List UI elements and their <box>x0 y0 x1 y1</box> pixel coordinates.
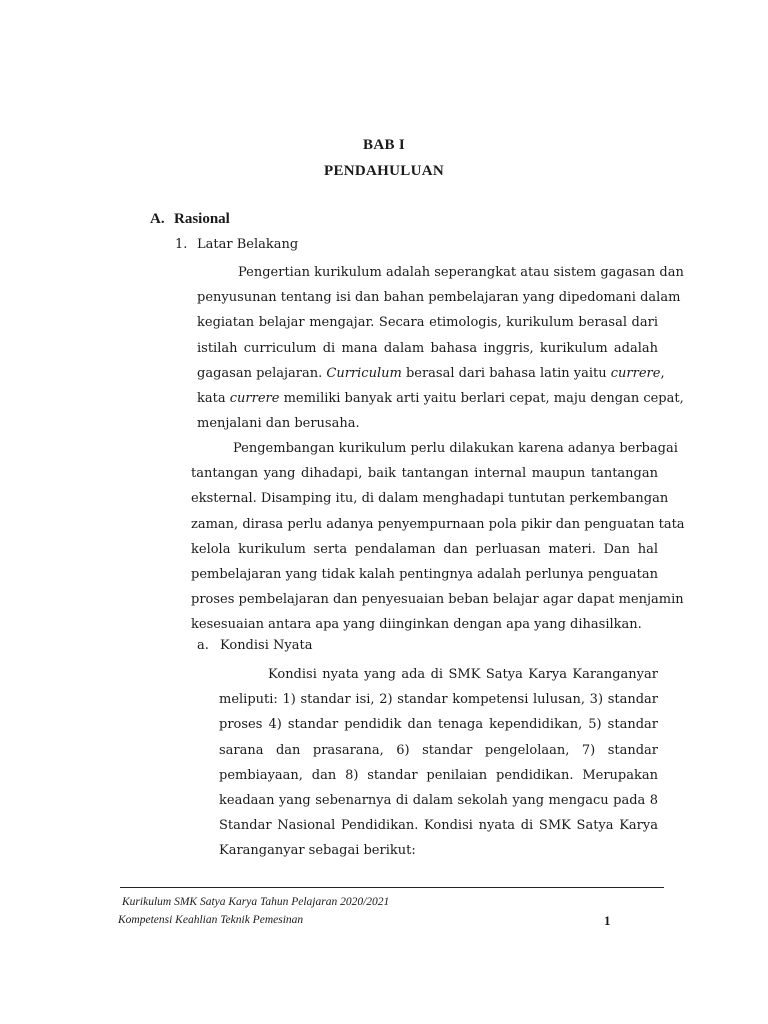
paragraph-line: kelola kurikulum serta pendalaman dan perluasan materi. Dan hal <box>191 541 658 557</box>
paragraph-line: Kondisi nyata yang ada di SMK Satya Karya Karanganyar <box>268 667 658 682</box>
paragraph-line: meliputi: 1) standar isi, 2) standar kompetensi lulusan, 3) standar <box>219 692 658 708</box>
paragraph-line: penyusunan tentang isi dan bahan pembelajaran yang dipedomani dalam <box>197 290 681 306</box>
paragraph-line: menjalani dan berusaha. <box>197 416 360 432</box>
subsection-marker: 1. <box>175 237 188 252</box>
paragraph-line: tantangan yang dihadapi, baik tantangan internal maupun tantangan <box>191 466 658 482</box>
paragraph-line: kegiatan belajar mengajar. Secara etimologis, kurikulum berasal dari <box>197 315 658 331</box>
chapter-title: PENDAHULUAN <box>324 163 444 179</box>
paragraph-line <box>197 386 684 411</box>
paragraph-line <box>197 361 665 386</box>
paragraph-line: Pengembangan kurikulum perlu dilakukan karena adanya berbagai <box>233 441 678 456</box>
paragraph-line: pembelajaran yang tidak kalah pentingnya adalah perlunya penguatan <box>191 566 658 582</box>
text-run: kata <box>197 390 230 406</box>
footer-divider <box>120 887 664 888</box>
paragraph-line: keadaan yang sebenarnya di dalam sekolah yang mengacu pada 8 <box>219 792 658 808</box>
text-run: memiliki banyak arti yaitu berlari cepat, maju dengan cepat, <box>279 390 684 406</box>
section-heading <box>150 211 230 228</box>
sub-subsection-marker: a. <box>197 638 209 653</box>
subsection-heading <box>175 237 298 252</box>
text-run: berasal dari bahasa latin yaitu <box>401 365 611 381</box>
text-run: gagasan pelajaran. <box>197 365 327 381</box>
italic-term: currere <box>229 390 280 406</box>
italic-term: Curriculum <box>326 365 402 381</box>
paragraph-line: proses pembelajaran dan penyesuaian beban belajar agar dapat menjamin <box>191 592 684 608</box>
subsection-title: Latar Belakang <box>197 237 299 252</box>
paragraph-line: proses 4) standar pendidik dan tenaga kependidikan, 5) standar <box>219 717 658 733</box>
section-title: Rasional <box>174 211 230 227</box>
paragraph-line: kesesuaian antara apa yang diinginkan dengan apa yang dihasilkan. <box>191 617 642 633</box>
paragraph-development <box>191 436 685 638</box>
page-number: 1 <box>604 913 611 928</box>
section-marker: A. <box>150 211 165 227</box>
paragraph-line: sarana dan prasarana, 6) standar pengelolaan, 7) standar <box>219 742 658 758</box>
chapter-label: BAB I <box>363 137 405 153</box>
paragraph-line: Karanganyar sebagai berikut: <box>219 843 416 859</box>
footer-curriculum-title: Kurikulum SMK Satya Karya Tahun Pelajaran 2020/2021 <box>122 896 390 908</box>
paragraph-line: zaman, dirasa perlu adanya penyempurnaan pola pikir dan penguatan tata <box>191 516 685 532</box>
sub-subsection-heading <box>197 638 312 653</box>
paragraph-definition <box>197 260 684 436</box>
paragraph-line: Pengertian kurikulum adalah seperangkat atau sistem gagasan dan <box>238 265 684 280</box>
italic-term: currere <box>610 365 661 381</box>
paragraph-line: pembiayaan, dan 8) standar penilaian pendidikan. Merupakan <box>219 767 658 783</box>
sub-subsection-title: Kondisi Nyata <box>220 638 313 653</box>
paragraph-conditions <box>219 662 658 864</box>
paragraph-line: eksternal. Disamping itu, di dalam menghadapi tuntutan perkembangan <box>191 491 669 507</box>
footer-competency: Kompetensi Keahlian Teknik Pemesinan <box>118 914 304 926</box>
paragraph-line: istilah curriculum di mana dalam bahasa inggris, kurikulum adalah <box>197 340 658 356</box>
paragraph-line: Standar Nasional Pendidikan. Kondisi nyata di SMK Satya Karya <box>219 818 658 834</box>
text-run: , <box>660 365 665 381</box>
